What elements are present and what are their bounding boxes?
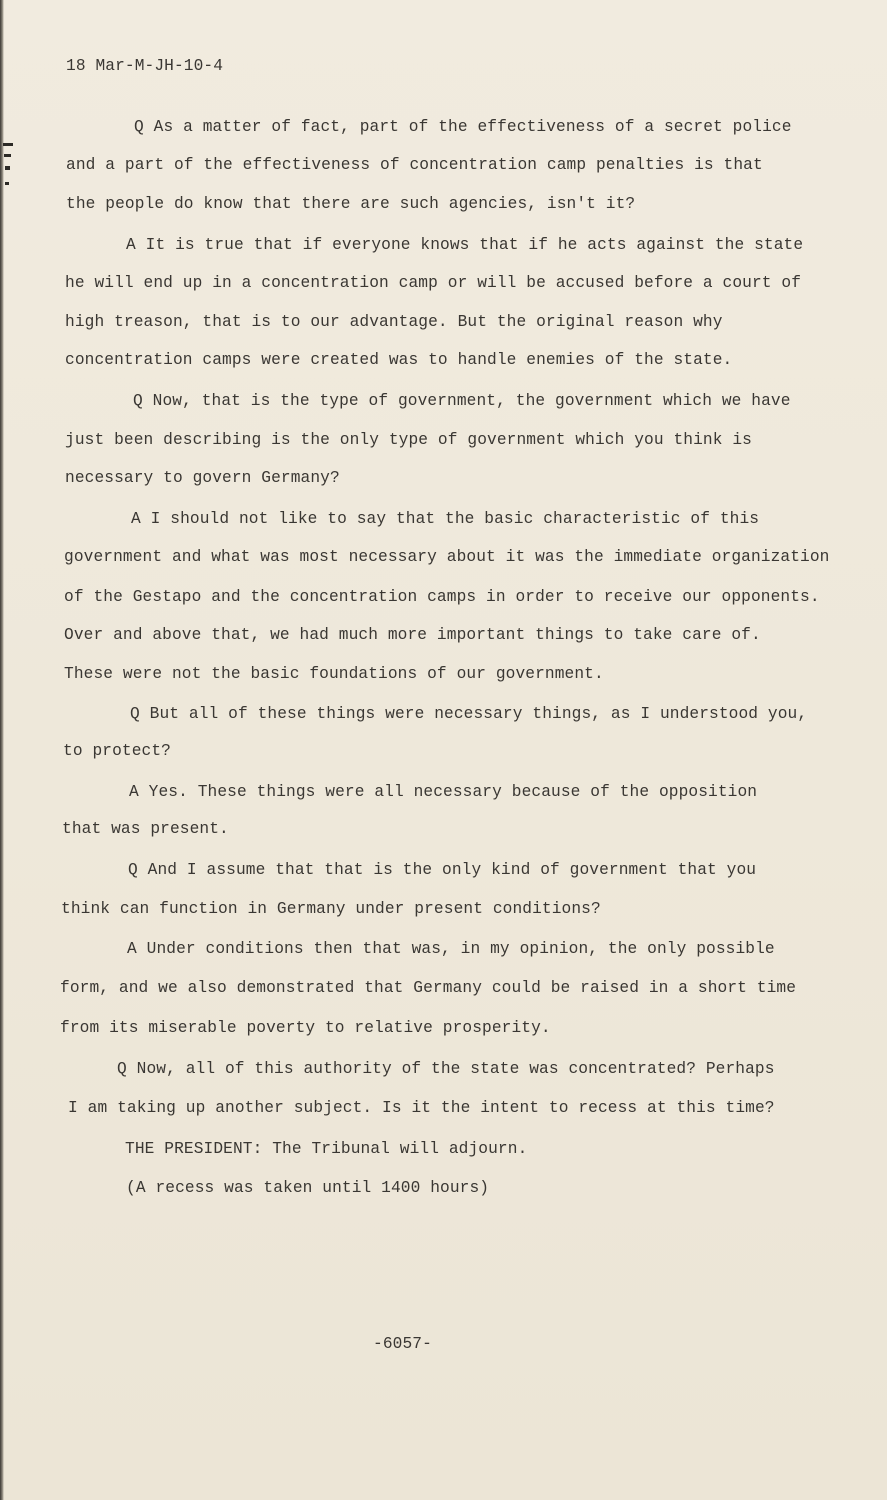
transcript-line: THE PRESIDENT: The Tribunal will adjourn.	[125, 1140, 528, 1158]
transcript-line: A Yes. These things were all necessary because of the opposition	[129, 783, 758, 801]
document-reference: 18 Mar-M-JH-10-4	[66, 57, 224, 75]
margin-mark	[5, 182, 9, 185]
transcript-line: A Under conditions then that was, in my opinion, the only possible	[127, 940, 775, 958]
page-number: -6057-	[373, 1335, 432, 1353]
transcript-line: Q But all of these things were necessary things, as I understood you,	[130, 705, 808, 723]
transcript-line: that was present.	[62, 820, 229, 838]
transcript-line: he will end up in a concentration camp or will be accused before a court of	[65, 274, 802, 292]
transcript-line: Q And I assume that that is the only kind of government that you	[128, 861, 757, 879]
transcript-line: just been describing is the only type of government which you think is	[65, 431, 752, 449]
margin-mark	[4, 154, 11, 157]
transcript-line: the people do know that there are such agencies, isn't it?	[66, 195, 636, 213]
transcript-line: necessary to govern Germany?	[65, 469, 340, 487]
transcript-line: and a part of the effectiveness of concentration camp penalties is that	[66, 156, 763, 174]
transcript-line: concentration camps were created was to handle enemies of the state.	[65, 351, 733, 369]
margin-mark	[3, 143, 13, 146]
transcript-line: high treason, that is to our advantage. But the original reason why	[65, 313, 723, 331]
transcript-line: These were not the basic foundations of our government.	[64, 665, 604, 683]
transcript-line: Over and above that, we had much more important things to take care of.	[64, 626, 761, 644]
transcript-line: of the Gestapo and the concentration camps in order to receive our opponents.	[64, 588, 820, 606]
transcript-line: to protect?	[63, 742, 171, 760]
margin-mark	[5, 166, 10, 170]
transcript-line: Q Now, all of this authority of the state was concentrated? Perhaps	[117, 1060, 775, 1078]
transcript-line: A I should not like to say that the basic characteristic of this	[131, 510, 760, 528]
transcript-line: from its miserable poverty to relative prosperity.	[60, 1019, 551, 1037]
transcript-line: think can function in Germany under present conditions?	[61, 900, 601, 918]
transcript-line: I am taking up another subject. Is it the intent to recess at this time?	[68, 1099, 775, 1117]
page-edge-shadow	[0, 0, 4, 1500]
transcript-line: government and what was most necessary about it was the immediate organization	[64, 548, 830, 566]
transcript-line: Q As a matter of fact, part of the effectiveness of a secret police	[134, 118, 792, 136]
transcript-line: A It is true that if everyone knows that if he acts against the state	[126, 236, 804, 254]
transcript-line: form, and we also demonstrated that Germany could be raised in a short time	[60, 979, 797, 997]
transcript-line: Q Now, that is the type of government, the government which we have	[133, 392, 791, 410]
transcript-line: (A recess was taken until 1400 hours)	[126, 1179, 490, 1197]
